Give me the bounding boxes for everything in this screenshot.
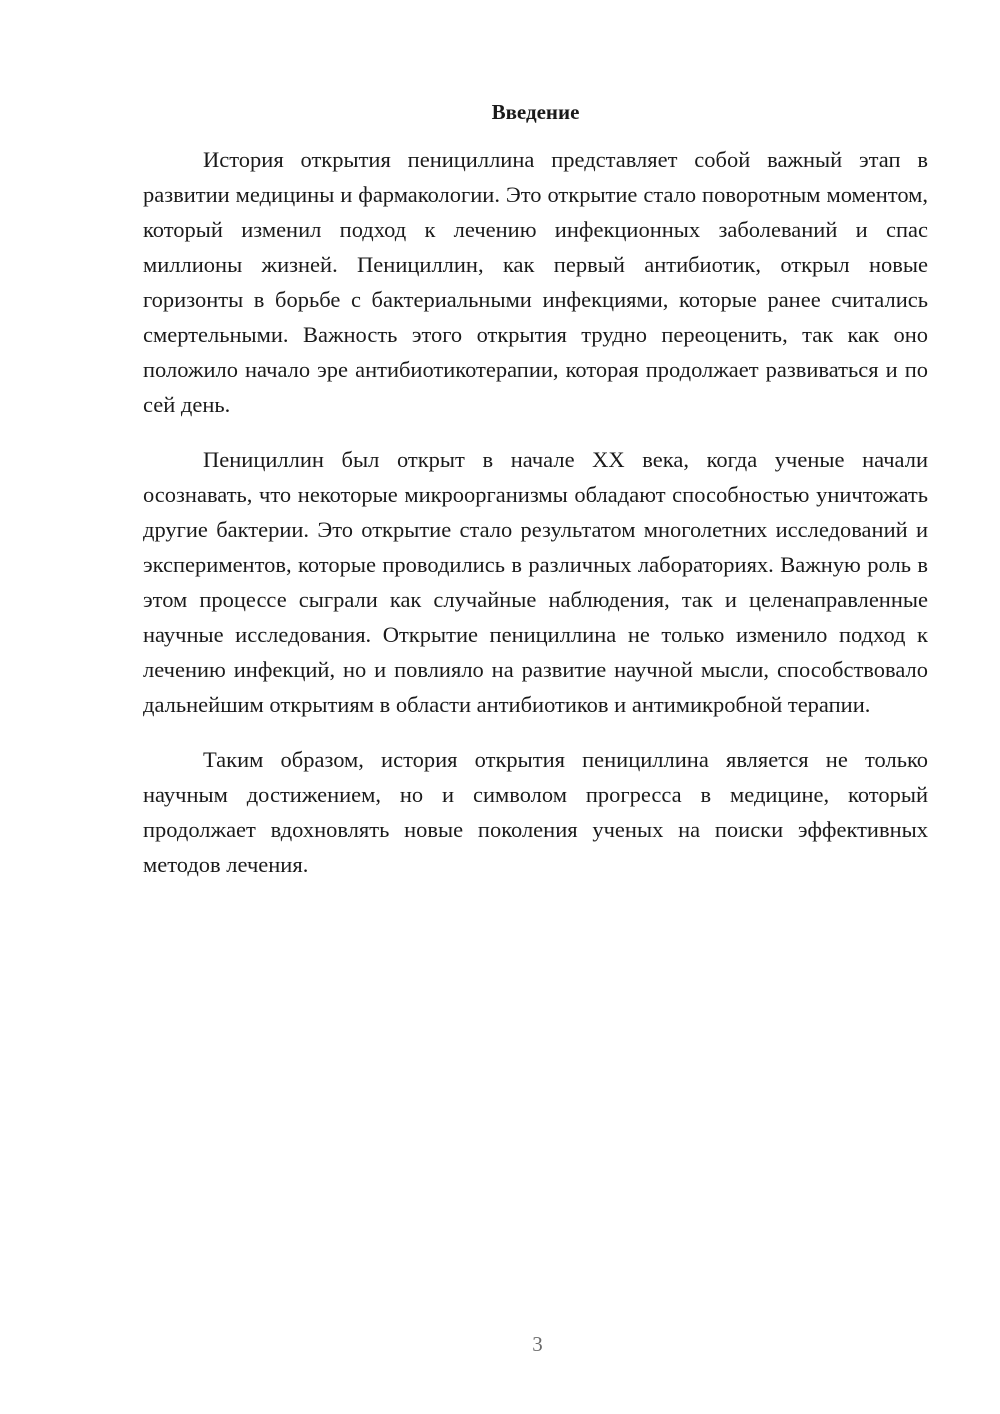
section-heading: Введение [491, 100, 580, 124]
page-content [143, 92, 928, 902]
paragraph-intro: История открытия пенициллина представляет собой важный этап в развитии медицины и фармакологии. Это открытие стало поворотным моментом, который изменил подход к лечению инфекционных заболеваний и спас миллионы жизней. Пенициллин, как первый антибиотик, открыл новые горизонты в борьбе с бактериальными инфекциями, которые ранее считались смертельными. Важность этого открытия трудно переоценить, так как оно положило начало эре антибиотикотерапии, которая продолжает развиваться и по сей день. [143, 147, 928, 417]
page-number: 3 [532, 1332, 543, 1356]
paragraph-discovery: Пенициллин был открыт в начале XX века, когда ученые начали осознавать, что некоторые микроорганизмы обладают способностью уничтожать другие бактерии. Это открытие стало результатом многолетних исследований и экспериментов, которые проводились в различных лабораториях. Важную роль в этом процессе сыграли как случайные наблюдения, так и целенаправленные научные исследования. Открытие пенициллина не только изменило подход к лечению инфекций, но и повлияло на развитие научной мысли, способствовало дальнейшим открытиям в области антибиотиков и антимикробной терапии. [143, 447, 928, 717]
paragraph-conclusion: Таким образом, история открытия пенициллина является не только научным достижением, но и символом прогресса в медицине, который продолжает вдохновлять новые поколения ученых на поиски эффективных методов лечения. [143, 747, 928, 877]
